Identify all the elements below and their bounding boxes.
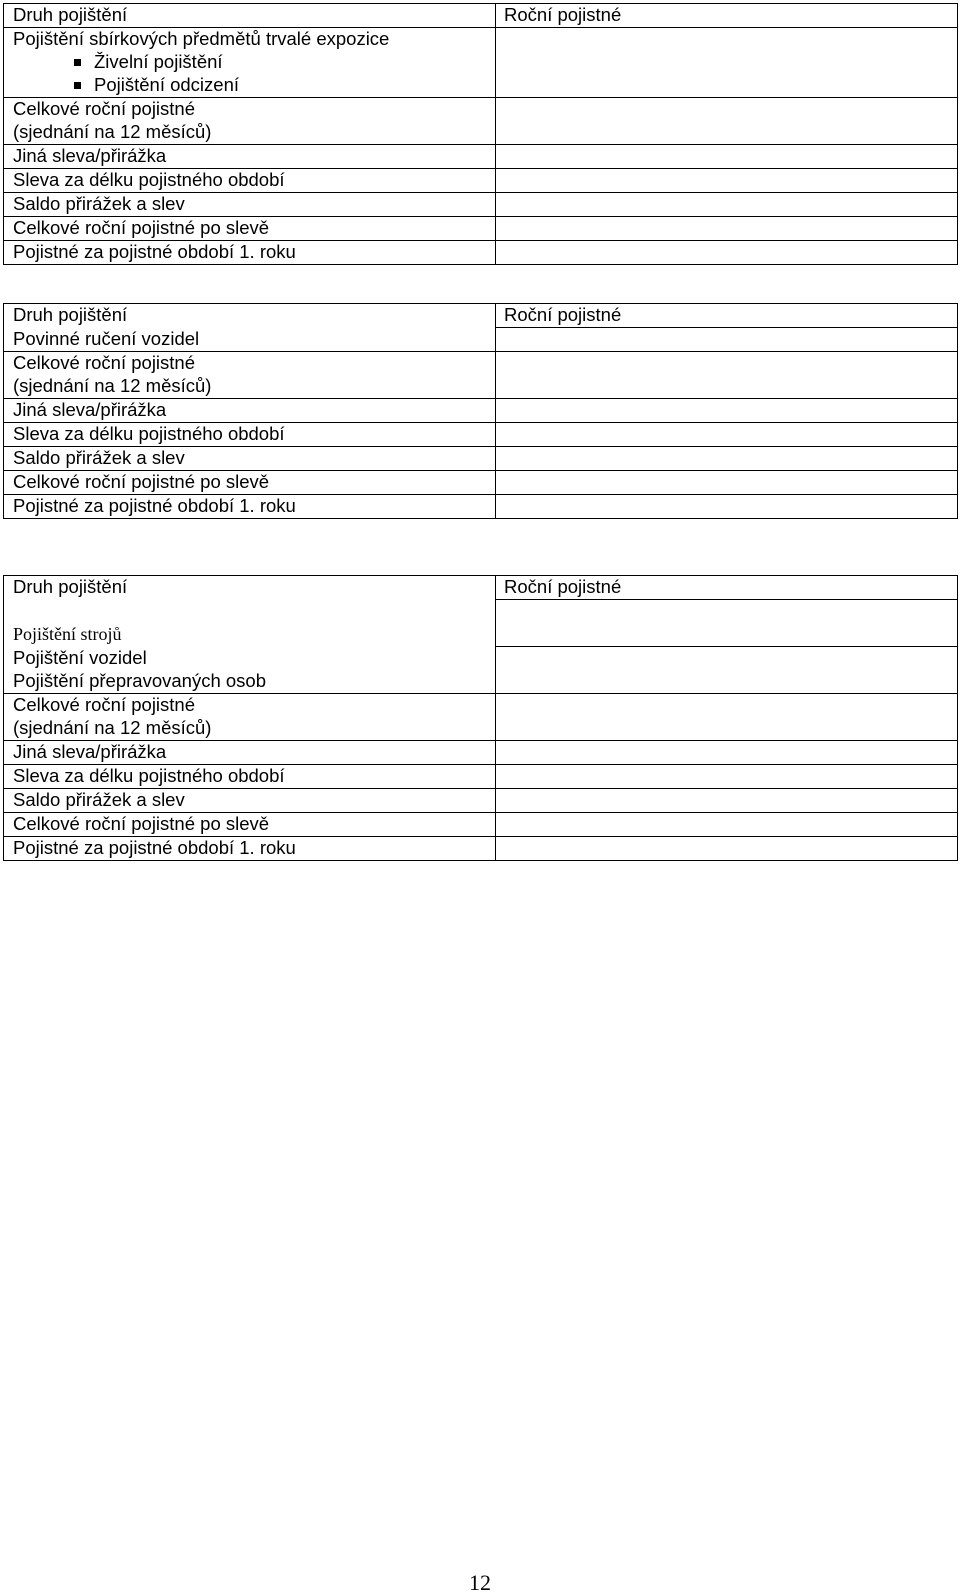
table-row bbox=[4, 495, 958, 519]
premium-cell bbox=[496, 623, 958, 647]
premium-cell bbox=[496, 423, 958, 447]
insurance-item: Pojištění přepravovaných osob bbox=[4, 670, 496, 694]
bullet-item bbox=[4, 51, 496, 74]
premium-cell bbox=[496, 352, 958, 376]
insurance-item: Pojištění strojů bbox=[4, 623, 496, 647]
table-row bbox=[4, 399, 958, 423]
insurance-item: Pojištění vozidel bbox=[4, 647, 496, 671]
row-label: Jiná sleva/přirážka bbox=[4, 145, 496, 169]
bullet-label: Živelní pojištění bbox=[94, 51, 223, 72]
square-bullet-icon bbox=[74, 82, 81, 89]
premium-cell bbox=[496, 813, 958, 837]
premium-cell bbox=[496, 145, 958, 169]
table-row bbox=[4, 328, 958, 352]
bullet-label: Pojištění odcizení bbox=[94, 74, 240, 95]
premium-cell bbox=[496, 717, 958, 741]
row-label: Pojistné za pojistné období 1. roku bbox=[4, 495, 496, 519]
premium-cell bbox=[496, 241, 958, 265]
table-row bbox=[4, 51, 958, 74]
premium-cell bbox=[496, 471, 958, 495]
table-row bbox=[4, 670, 958, 694]
table-row bbox=[4, 28, 958, 52]
table-row bbox=[4, 741, 958, 765]
table-row bbox=[4, 789, 958, 813]
premium-cell bbox=[496, 447, 958, 471]
page-number: 12 bbox=[469, 1570, 491, 1595]
table-row bbox=[4, 447, 958, 471]
row-label: Jiná sleva/přirážka bbox=[4, 399, 496, 423]
row-label: Pojistné za pojistné období 1. roku bbox=[4, 837, 496, 861]
row-label: Celkové roční pojistné po slevě bbox=[4, 813, 496, 837]
premium-cell bbox=[496, 375, 958, 399]
table-row bbox=[4, 694, 958, 718]
premium-table-liability bbox=[3, 303, 958, 519]
premium-cell bbox=[496, 647, 958, 671]
spacer-cell bbox=[4, 600, 496, 624]
row-label: Celkové roční pojistné bbox=[4, 352, 496, 376]
insurance-title: Povinné ručení vozidel bbox=[4, 328, 496, 352]
premium-cell bbox=[496, 670, 958, 694]
premium-cell bbox=[496, 28, 958, 52]
table-row bbox=[4, 121, 958, 145]
table-row bbox=[4, 471, 958, 495]
row-label: Celkové roční pojistné bbox=[4, 98, 496, 122]
premium-cell bbox=[496, 169, 958, 193]
premium-cell bbox=[496, 98, 958, 122]
table-row bbox=[4, 647, 958, 671]
premium-cell bbox=[496, 765, 958, 789]
premium-cell bbox=[496, 328, 958, 352]
premium-cell bbox=[496, 399, 958, 423]
column-header-premium: Roční pojistné bbox=[496, 4, 958, 28]
premium-cell bbox=[496, 193, 958, 217]
row-label: (sjednání na 12 měsíců) bbox=[4, 375, 496, 399]
row-label: Saldo přirážek a slev bbox=[4, 193, 496, 217]
row-label: Jiná sleva/přirážka bbox=[4, 741, 496, 765]
bullet-item bbox=[4, 74, 496, 98]
premium-cell bbox=[496, 741, 958, 765]
table-row bbox=[4, 98, 958, 122]
table-row bbox=[4, 241, 958, 265]
row-label: (sjednání na 12 měsíců) bbox=[4, 121, 496, 145]
table-row bbox=[4, 813, 958, 837]
column-header-type: Druh pojištění bbox=[4, 576, 496, 600]
table-row bbox=[4, 352, 958, 376]
column-header-type: Druh pojištění bbox=[4, 4, 496, 28]
premium-table-machinery-vehicles bbox=[3, 575, 958, 861]
premium-cell bbox=[496, 600, 958, 624]
row-label: (sjednání na 12 měsíců) bbox=[4, 717, 496, 741]
premium-cell bbox=[496, 51, 958, 74]
premium-cell bbox=[496, 694, 958, 718]
table-header-row bbox=[4, 304, 958, 328]
table-row bbox=[4, 375, 958, 399]
table-row bbox=[4, 837, 958, 861]
row-label: Sleva za délku pojistného období bbox=[4, 423, 496, 447]
column-header-premium: Roční pojistné bbox=[496, 576, 958, 600]
insurance-title: Pojištění sbírkových předmětů trvalé expozice bbox=[4, 28, 496, 52]
column-header-premium: Roční pojistné bbox=[496, 304, 958, 328]
table-header-row bbox=[4, 4, 958, 28]
row-label: Celkové roční pojistné bbox=[4, 694, 496, 718]
premium-cell bbox=[496, 495, 958, 519]
row-label: Saldo přirážek a slev bbox=[4, 789, 496, 813]
row-label: Celkové roční pojistné po slevě bbox=[4, 471, 496, 495]
premium-cell bbox=[496, 789, 958, 813]
row-label: Celkové roční pojistné po slevě bbox=[4, 217, 496, 241]
table-row bbox=[4, 145, 958, 169]
table-row bbox=[4, 623, 958, 647]
table-row bbox=[4, 169, 958, 193]
table-row bbox=[4, 74, 958, 98]
premium-cell bbox=[496, 217, 958, 241]
table-row bbox=[4, 193, 958, 217]
square-bullet-icon bbox=[74, 59, 81, 66]
column-header-type: Druh pojištění bbox=[4, 304, 496, 328]
row-label: Pojistné za pojistné období 1. roku bbox=[4, 241, 496, 265]
table-row bbox=[4, 717, 958, 741]
table-row bbox=[4, 600, 958, 624]
table-row bbox=[4, 423, 958, 447]
row-label: Sleva za délku pojistného období bbox=[4, 765, 496, 789]
table-row bbox=[4, 765, 958, 789]
row-label: Sleva za délku pojistného období bbox=[4, 169, 496, 193]
row-label: Saldo přirážek a slev bbox=[4, 447, 496, 471]
premium-table-collections bbox=[3, 3, 958, 265]
premium-cell bbox=[496, 121, 958, 145]
premium-cell bbox=[496, 837, 958, 861]
premium-cell bbox=[496, 74, 958, 98]
table-row bbox=[4, 217, 958, 241]
table-header-row bbox=[4, 576, 958, 600]
